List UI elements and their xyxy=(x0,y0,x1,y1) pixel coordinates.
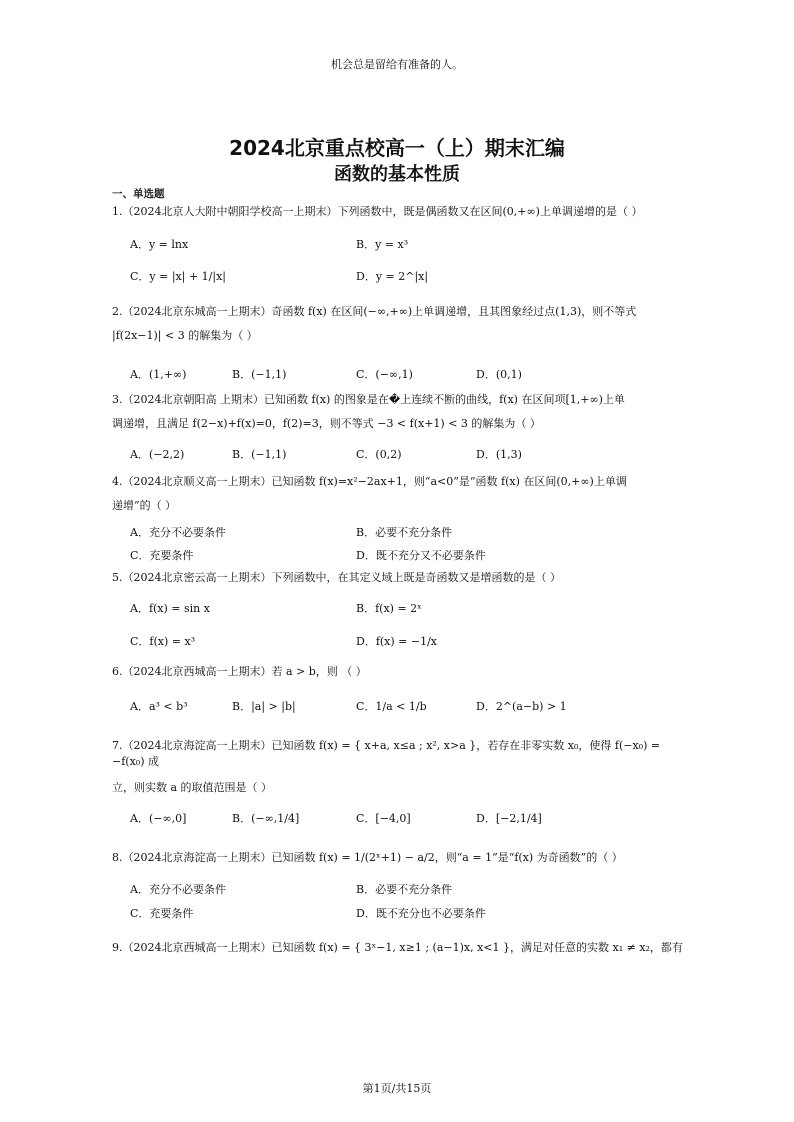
question-5 xyxy=(112,570,692,586)
option-d: D．f(x) = −1/x xyxy=(356,635,438,648)
question-stem: 1.（2024北京人大附中朝阳学校高一上期末）下列函数中，既是偶函数又在区间(0,+∞)上单调递增的是（ ） xyxy=(112,205,643,218)
page-title: 2024北京重点校高一（上）期末汇编 xyxy=(229,136,565,160)
option-c: C．充要条件 xyxy=(130,549,194,562)
option-a: A．y = lnx xyxy=(130,238,189,251)
option-c: C．充要条件 xyxy=(130,907,194,920)
option-b: B．y = x³ xyxy=(356,238,409,251)
question-stem: 8.（2024北京海淀高一上期末）已知函数 f(x) = 1/(2ˣ+1) − a/2，则“a = 1”是“f(x) 为奇函数”的（ ） xyxy=(112,851,623,864)
page-header: 机会总是留给有准备的人。 xyxy=(331,58,463,71)
option-b: B．必要不充分条件 xyxy=(356,883,453,896)
question-3 xyxy=(112,392,692,432)
question-stem: 6.（2024北京西城高一上期末）若 a > b，则 （ ） xyxy=(112,665,367,678)
option-c: C．y = |x| + 1/|x| xyxy=(130,270,226,283)
question-4 xyxy=(112,474,692,514)
option-d: D．(1,3) xyxy=(476,448,522,461)
question-2 xyxy=(112,304,692,344)
question-stem: 3.（2024北京朝阳高 上期末）已知函数 f(x) 的图象是在�上连续不断的曲线，f(x) 在区间项[1,+∞)上单 xyxy=(112,393,625,406)
option-a: A．(1,+∞) xyxy=(130,368,187,381)
option-b: B．(−1,1) xyxy=(232,368,287,381)
option-d: D．y = 2^|x| xyxy=(356,270,429,283)
question-stem: 5.（2024北京密云高一上期末）下列函数中，在其定义域上既是奇函数又是增函数的是（ ） xyxy=(112,571,561,584)
option-d: D．(0,1) xyxy=(476,368,522,381)
question-stem-cont: 立，则实数 a 的取值范围是（ ） xyxy=(112,781,273,794)
question-stem: 7.（2024北京海淀高一上期末）已知函数 f(x) = { x+a, x≤a ; x², x>a }，若存在非零实数 x₀，使得 f(−x₀) = −f(x₀) 成 xyxy=(112,739,661,768)
question-stem-cont: 递增”的（ ） xyxy=(112,499,177,512)
option-c: C．[−4,0] xyxy=(356,812,411,825)
option-d: D．2^(a−b) > 1 xyxy=(476,700,567,713)
option-b: B．必要不充分条件 xyxy=(356,526,453,539)
option-c: C．(−∞,1) xyxy=(356,368,413,381)
option-c: C．(0,2) xyxy=(356,448,402,461)
question-1 xyxy=(112,204,692,220)
option-a: A．a³ < b³ xyxy=(130,700,188,713)
option-b: B．(−∞,1/4] xyxy=(232,812,300,825)
option-a: A．充分不必要条件 xyxy=(130,883,226,896)
option-d: D．[−2,1/4] xyxy=(476,812,542,825)
option-a: A．充分不必要条件 xyxy=(130,526,226,539)
question-stem: 4.（2024北京顺义高一上期末）已知函数 f(x)=x²−2ax+1，则“a<0”是“函数 f(x) 在区间(0,+∞)上单调 xyxy=(112,475,627,488)
option-a: A．(−2,2) xyxy=(130,448,185,461)
section-heading: 一、单选题 xyxy=(112,188,165,200)
question-9 xyxy=(112,940,692,956)
page-footer: 第1页/共15页 xyxy=(362,1082,432,1095)
option-b: B．f(x) = 2ˣ xyxy=(356,602,422,615)
question-8 xyxy=(112,850,692,866)
question-stem: 9.（2024北京西城高一上期末）已知函数 f(x) = { 3ˣ−1, x≥1 ; (a−1)x, x<1 }，满足对任意的实数 x₁ ≠ x₂，都有 xyxy=(112,941,683,954)
option-a: A．f(x) = sin x xyxy=(130,602,210,615)
option-d: D．既不充分又不必要条件 xyxy=(356,549,486,562)
option-a: A．(−∞,0] xyxy=(130,812,187,825)
option-c: C．f(x) = x³ xyxy=(130,635,196,648)
option-b: B．|a| > |b| xyxy=(232,700,296,713)
option-b: B．(−1,1) xyxy=(232,448,287,461)
question-6 xyxy=(112,664,692,680)
question-7 xyxy=(112,738,692,796)
option-d: D．既不充分也不必要条件 xyxy=(356,907,486,920)
option-c: C．1/a < 1/b xyxy=(356,700,427,713)
question-stem-cont: 调递增，且满足 f(2−x)+f(x)=0，f(2)=3，则不等式 −3 < f(x+1) < 3 的解集为（ ） xyxy=(112,417,541,430)
question-stem-cont: |f(2x−1)| < 3 的解集为（ ） xyxy=(112,329,258,342)
page-subtitle: 函数的基本性质 xyxy=(334,164,460,185)
question-stem: 2.（2024北京东城高一上期末）奇函数 f(x) 在区间(−∞,+∞)上单调递增，且其图象经过点(1,3)，则不等式 xyxy=(112,305,637,318)
